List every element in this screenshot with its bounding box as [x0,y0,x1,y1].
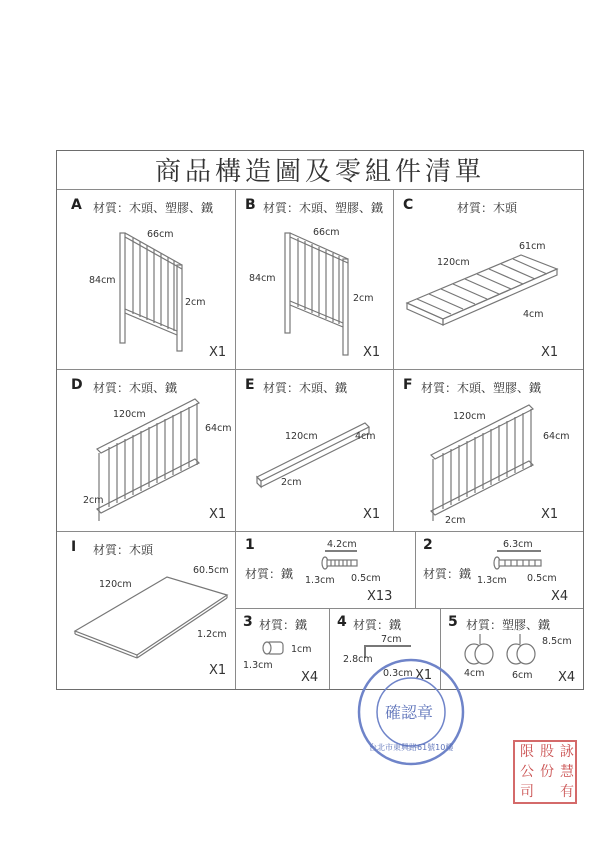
part-d-cell [57,369,235,531]
part-i-cell [57,531,235,691]
dim-length: 4.2cm [327,539,357,550]
part-quantity: X1 [363,345,381,360]
part-material: 材質：鐵 [423,567,472,581]
part-quantity: X1 [209,507,227,522]
part-material: 材質：木頭、鐵 [93,381,178,395]
dim-length: 6cm [512,670,533,681]
part-letter: E [245,377,255,393]
stamp-char: 慧 [560,764,574,780]
part-quantity: X1 [541,507,559,522]
part-letter: 2 [423,537,433,553]
part-material: 材質：木頭、塑膠、鐵 [421,381,542,395]
dim-diameter: 0.5cm [351,573,381,584]
part-letter: 3 [243,614,253,630]
part-quantity: X1 [541,345,559,360]
part-quantity: X1 [415,668,433,683]
dim-thickness: 2cm [445,515,466,526]
part-quantity: X4 [558,670,576,685]
seal-ring-text: 台北市東興路61號10樓 [369,743,454,752]
stamp-char: 份 [540,764,554,780]
part-quantity: X13 [367,589,393,604]
dim-length: 120cm [285,431,318,442]
mattress-base-drawing [393,189,585,369]
part-1-cell [235,531,415,608]
part-letter: C [403,197,414,213]
part-letter: F [403,377,413,393]
dim-head: 1.3cm [305,575,335,586]
part-3-cell [235,608,329,691]
dim-length: 120cm [437,257,470,268]
stamp-char: 詠 [560,744,574,760]
sheet-title: 商品構造圖及零組件清單 [154,157,485,187]
part-letter: A [71,197,82,213]
part-material: 材質：塑膠、鐵 [466,618,551,632]
part-quantity: X1 [209,663,227,678]
dim-thickness: 2cm [185,297,206,308]
part-material: 材質：木頭、鐵 [263,381,348,395]
stamp-char: 司 [520,784,534,800]
part-material: 材質：木頭、塑膠、鐵 [263,201,384,215]
dim-thickness: 1.2cm [197,629,227,640]
dim-width: 4cm [464,668,485,679]
dim-head: 1.3cm [477,575,507,586]
part-letter: B [245,197,256,213]
part-letter: 1 [245,537,255,553]
part-material: 材質：木頭 [457,201,518,215]
dim-thickness: 2cm [281,477,302,488]
dim-height: 2.8cm [343,654,373,665]
dim-height: 64cm [543,431,570,442]
part-letter: I [71,539,77,555]
dim-height: 64cm [205,423,232,434]
part-2-cell [415,531,585,608]
dim-height: 1cm [291,644,312,655]
seal-text: 確認章 [385,703,434,722]
dim-diameter: 1.3cm [243,660,273,671]
stamp-char: 股 [540,744,554,760]
dim-length: 7cm [381,634,402,645]
company-stamp [513,740,577,804]
part-a-cell [57,189,235,369]
part-material: 材質：鐵 [245,567,294,581]
part-quantity: X1 [209,345,227,360]
dim-thickness: 2cm [83,495,104,506]
dim-height: 4cm [355,431,376,442]
crib-side-panel-drawing [57,189,235,369]
part-f-cell [393,369,585,531]
dim-thickness: 2cm [353,293,374,304]
dim-diameter: 0.3cm [383,668,413,679]
dim-thickness: 4cm [523,309,544,320]
dim-length: 120cm [113,409,146,420]
part-letter: 5 [448,614,458,630]
dim-length: 120cm [453,411,486,422]
part-b-cell [235,189,393,369]
stamp-char: 有 [560,784,574,800]
dim-width: 66cm [313,227,340,238]
assembly-parts-sheet [56,150,584,690]
dim-length: 120cm [99,579,132,590]
dim-height: 84cm [249,273,276,284]
dim-diameter: 0.5cm [527,573,557,584]
stamp-char: 公 [520,764,534,780]
part-quantity: X4 [301,670,319,685]
part-quantity: X4 [551,589,569,604]
part-material: 材質：鐵 [259,618,308,632]
dim-height: 84cm [89,275,116,286]
part-material: 材質：木頭、塑膠、鐵 [93,201,214,215]
dim-height: 8.5cm [542,636,572,647]
dim-width: 66cm [147,229,174,240]
part-material: 材質：鐵 [353,618,402,632]
part-c-cell [393,189,585,369]
stamp-char: 限 [520,744,534,760]
part-e-cell [235,369,393,531]
confirmation-seal [355,656,467,768]
part-material: 材質：木頭 [93,543,154,557]
part-quantity: X1 [363,507,381,522]
part-letter: 4 [337,614,347,630]
dim-depth: 61cm [519,241,546,252]
part-letter: D [71,377,83,393]
dim-length: 6.3cm [503,539,533,550]
dim-width: 60.5cm [193,565,229,576]
